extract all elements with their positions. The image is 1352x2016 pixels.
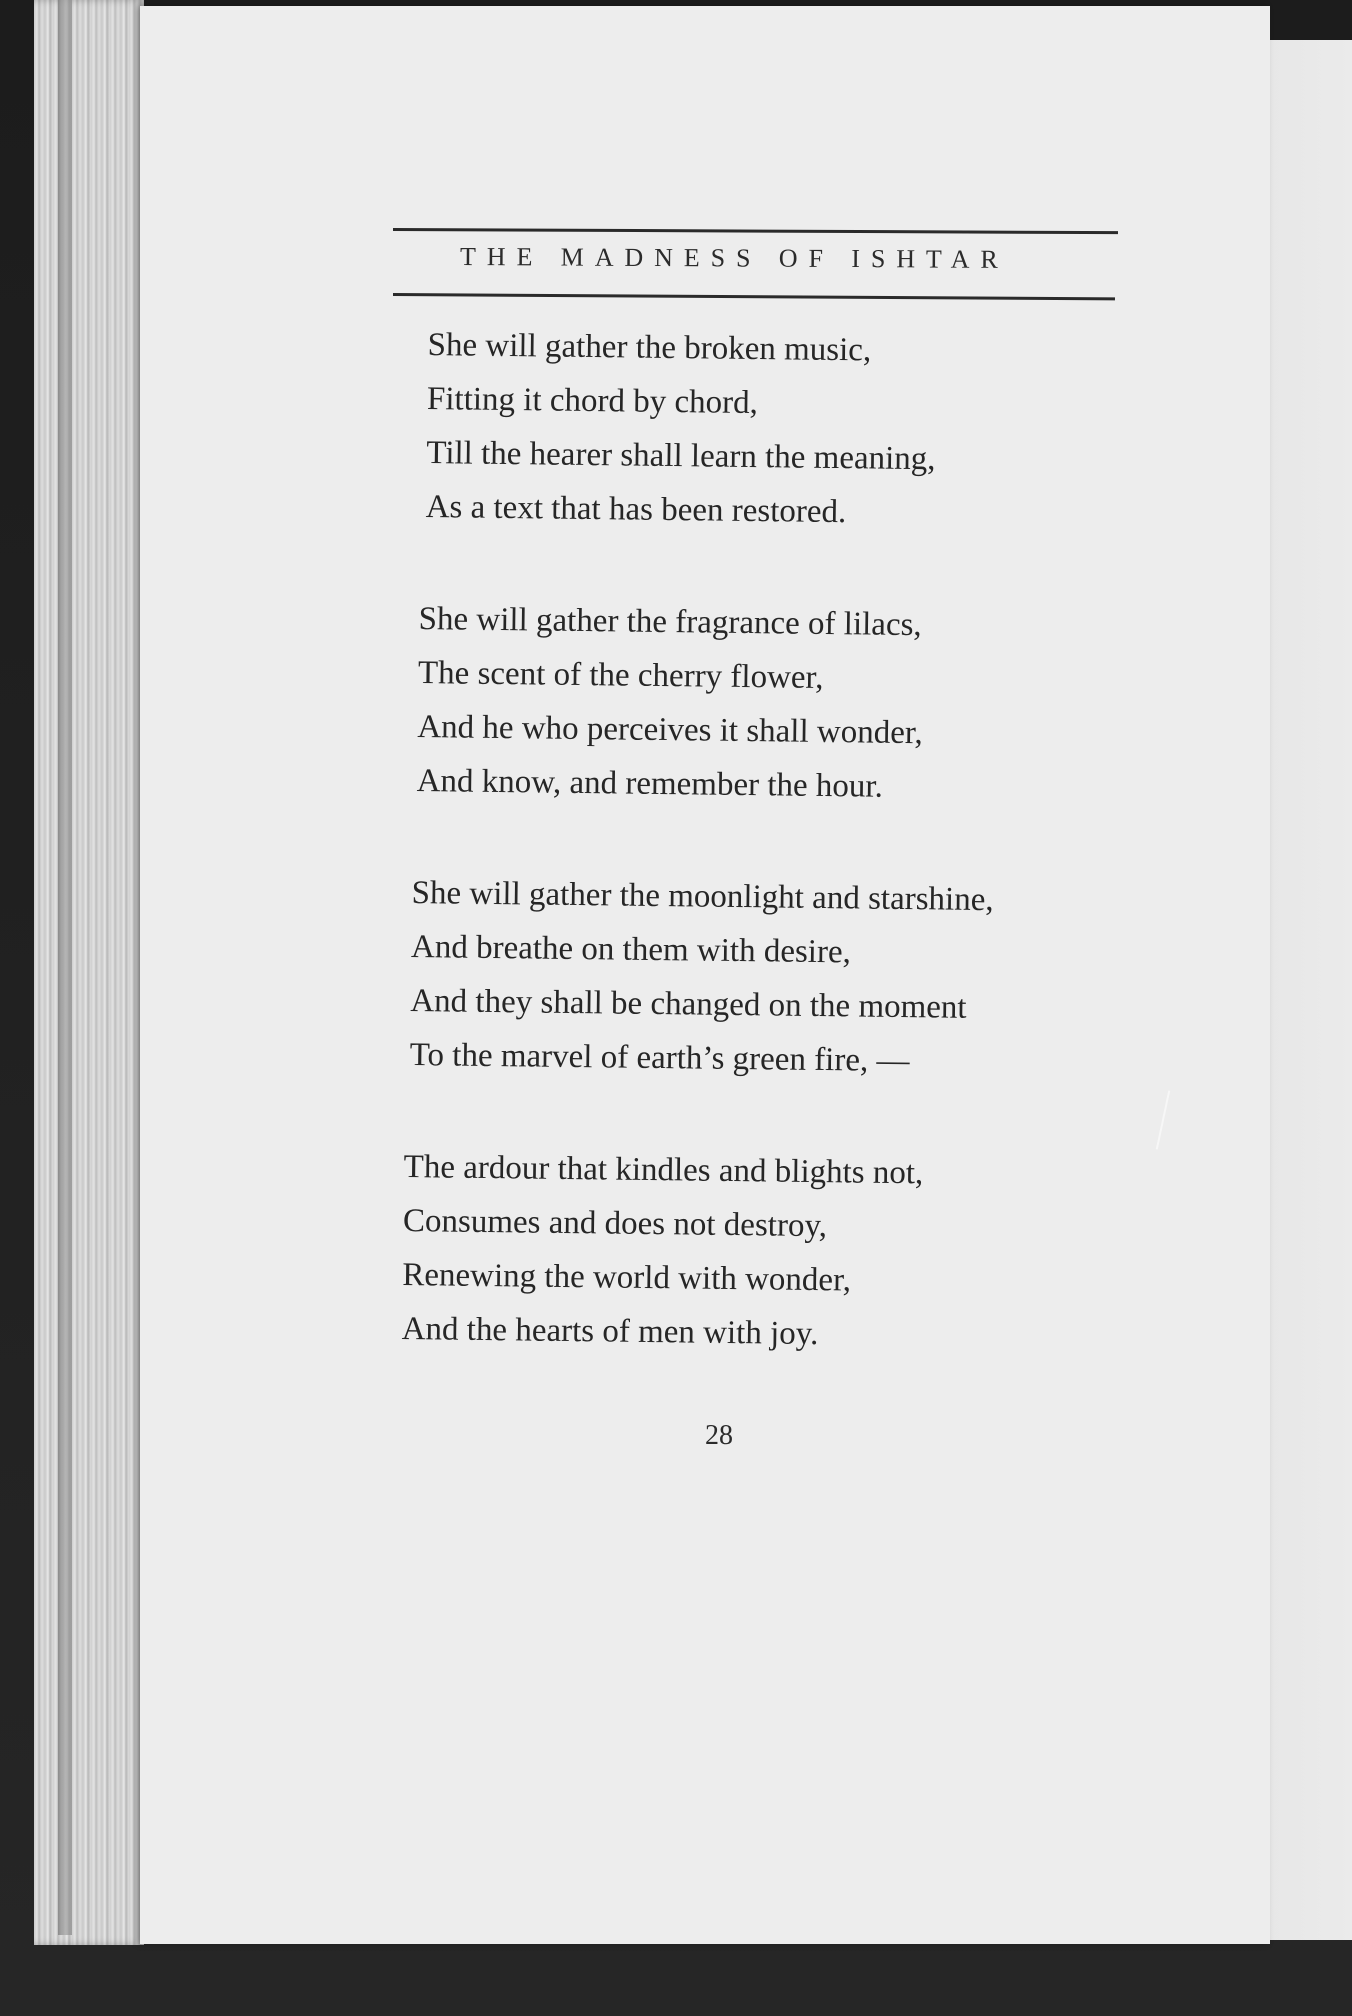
- poem-line: As a text that has been restored.: [425, 488, 847, 531]
- book-page-edges: [34, 0, 144, 1945]
- poem-line: And know, and remember the hour.: [416, 762, 884, 805]
- poem-line: Till the hearer shall learn the meaning,: [426, 434, 936, 478]
- poem-line: And the hearts of men with joy.: [401, 1310, 819, 1353]
- running-head: THE MADNESS OF ISHTAR: [459, 242, 1009, 274]
- stanza-3: [409, 866, 1120, 1091]
- poem-line: And breathe on them with desire,: [410, 928, 852, 971]
- poem-line: She will gather the broken music,: [427, 326, 872, 369]
- stanza-1: [425, 318, 1120, 542]
- poem-line: Consumes and does not destroy,: [402, 1202, 828, 1245]
- page-number: 28: [705, 1420, 733, 1451]
- poem-line: She will gather the moonlight and starshine,: [411, 874, 994, 919]
- poem-line: Fitting it chord by chord,: [426, 380, 759, 422]
- poem-line: And they shall be changed on the moment: [410, 982, 967, 1026]
- poem-line: The ardour that kindles and blights not,: [403, 1148, 924, 1192]
- poem-line: Renewing the world with wonder,: [402, 1256, 852, 1299]
- poem-line: She will gather the fragrance of lilacs,: [418, 600, 922, 644]
- poem-line: The scent of the cherry flower,: [417, 654, 824, 696]
- stanza-2: [416, 592, 1120, 817]
- poem-line: And he who perceives it shall wonder,: [417, 708, 924, 752]
- book-page-edge-shadow: [58, 0, 72, 1935]
- poem-line: To the marvel of earth’s green fire, —: [409, 1036, 910, 1080]
- stanza-4: [401, 1140, 1120, 1365]
- poem-body: [400, 318, 1120, 1356]
